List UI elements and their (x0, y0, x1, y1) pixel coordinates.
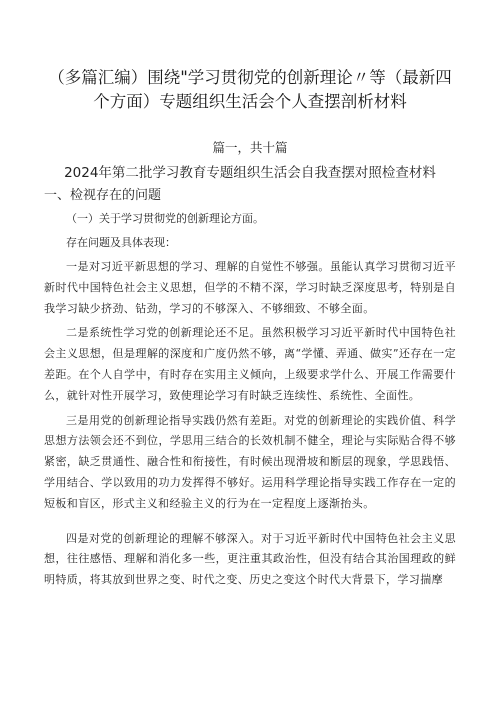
item-heading: （一）关于学习贯彻党的创新理论方面。 (66, 212, 264, 225)
problems-label: 存在问题及具体表现： (66, 236, 176, 249)
paragraph-3: 三是用党的创新理论指导实践仍然有差距。对党的创新理论的实践价值、科学思想方法领会还不到位，学思用三结合的长效机制不健全，理论与实际贴合得不够紧密，缺乏贯通性、融合性和衔接性，有时候出现滑坡和断层的现象，学思践悟、学用结合、学以致用的功力发挥得不够好。运用科学理论指导实践工作存在一定的短板和盲区，形式主义和经验主义的行为在一定程度上逐渐抬头。 (44, 413, 456, 510)
paragraph-2: 二是系统性学习党的创新理论还不足。虽然积极学习习近平新时代中国特色社会主义思想，但是理解的深度和广度仍然不够，离“学懂、弄通、做实”还存在一定差距。在个人自学中，有时存在实用主义倾向，上级要求学什么、开展工作需要什么，就针对性开展学习，致使理论学习有时缺乏连续性、系统性、全面性。 (44, 326, 456, 402)
document-heading: 2024年第二批学习教育专题组织生活会自我查摆对照检查材料 (64, 165, 436, 181)
paragraph-1: 一是对习近平新思想的学习、理解的自觉性不够强。虽能认真学习贯彻习近平新时代中国特色社会主义思想，但学的不精不深，学习时缺乏深度思考，特别是自我学习缺少挤劲、钻劲，学习的不够深入、不够细致、不够全面。 (44, 260, 456, 315)
section-heading: 一、检视存在的问题 (44, 188, 162, 203)
section-label: 篇一，共十篇 (212, 140, 288, 155)
paragraph-4: 四是对党的创新理论的理解不够深入。对于习近平新时代中国特色社会主义思想，往往感悟、理解和消化多一些，更注重其政治性，但没有结合其治国理政的鲜明特质，将其放到世界之变、时代之变、历史之变这个时代大背景下，学习揣摩 (44, 531, 456, 587)
document-title: （多篇汇编）围绕"学习贯彻党的创新理论〃等（最新四个方面）专题组织生活会个人查摆剖析材料 (48, 68, 452, 111)
